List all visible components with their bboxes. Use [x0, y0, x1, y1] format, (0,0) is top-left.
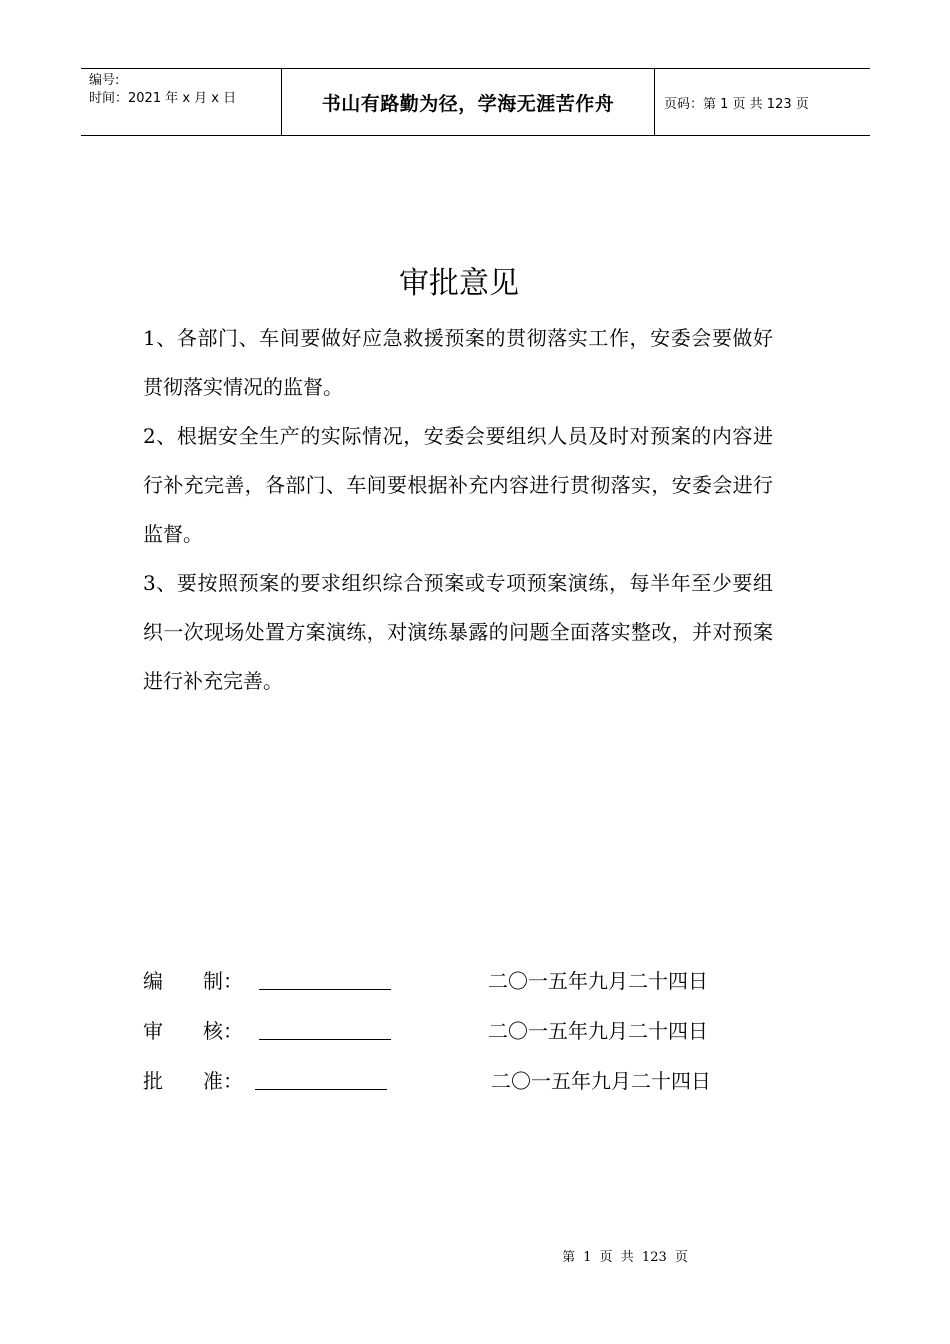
signoff-review [143, 1016, 773, 1046]
signoff-approve [143, 1066, 773, 1096]
signoff-date: 二〇一五年九月二十四日 [488, 969, 708, 993]
paragraph-1: 1、各部门、车间要做好应急救援预案的贯彻落实工作，安委会要做好贯彻落实情况的监督。 [143, 326, 773, 399]
approval-body [143, 314, 773, 706]
header-motto: 书山有路勤为径，学海无涯苦作舟 [282, 69, 655, 135]
time-label: 时间：2021 年 x 月 x 日 [89, 91, 237, 106]
paragraph-2: 2、根据安全生产的实际情况，安委会要组织人员及时对预案的内容进行补充完善，各部门、车间要根据补充内容进行贯彻落实，安委会进行监督。 [143, 424, 773, 546]
signature-line [255, 1088, 387, 1090]
page-title: 审批意见 [399, 266, 519, 301]
signoff-date: 二〇一五年九月二十四日 [488, 1019, 708, 1043]
signoff-role: 编 制： [143, 969, 243, 993]
signature-line [259, 988, 391, 990]
signoff-compile [143, 966, 773, 996]
page-header [81, 68, 870, 136]
paragraph-3: 3、要按照预案的要求组织综合预案或专项预案演练，每半年至少要组织一次现场处置方案演练，对演练暴露的问题全面落实整改，并对预案进行补充完善。 [143, 571, 773, 693]
signature-line [259, 1038, 391, 1040]
signoff-role: 审 核： [143, 1019, 243, 1043]
number-label: 编号: [89, 73, 120, 88]
header-page-info: 页码：第 1 页 共 123 页 [664, 96, 809, 112]
signoff-date: 二〇一五年九月二十四日 [491, 1069, 711, 1093]
signoff-role: 批 准： [143, 1069, 243, 1093]
header-meta [81, 69, 282, 135]
page-footer: 第 1 页 共 123 页 [562, 1250, 688, 1265]
